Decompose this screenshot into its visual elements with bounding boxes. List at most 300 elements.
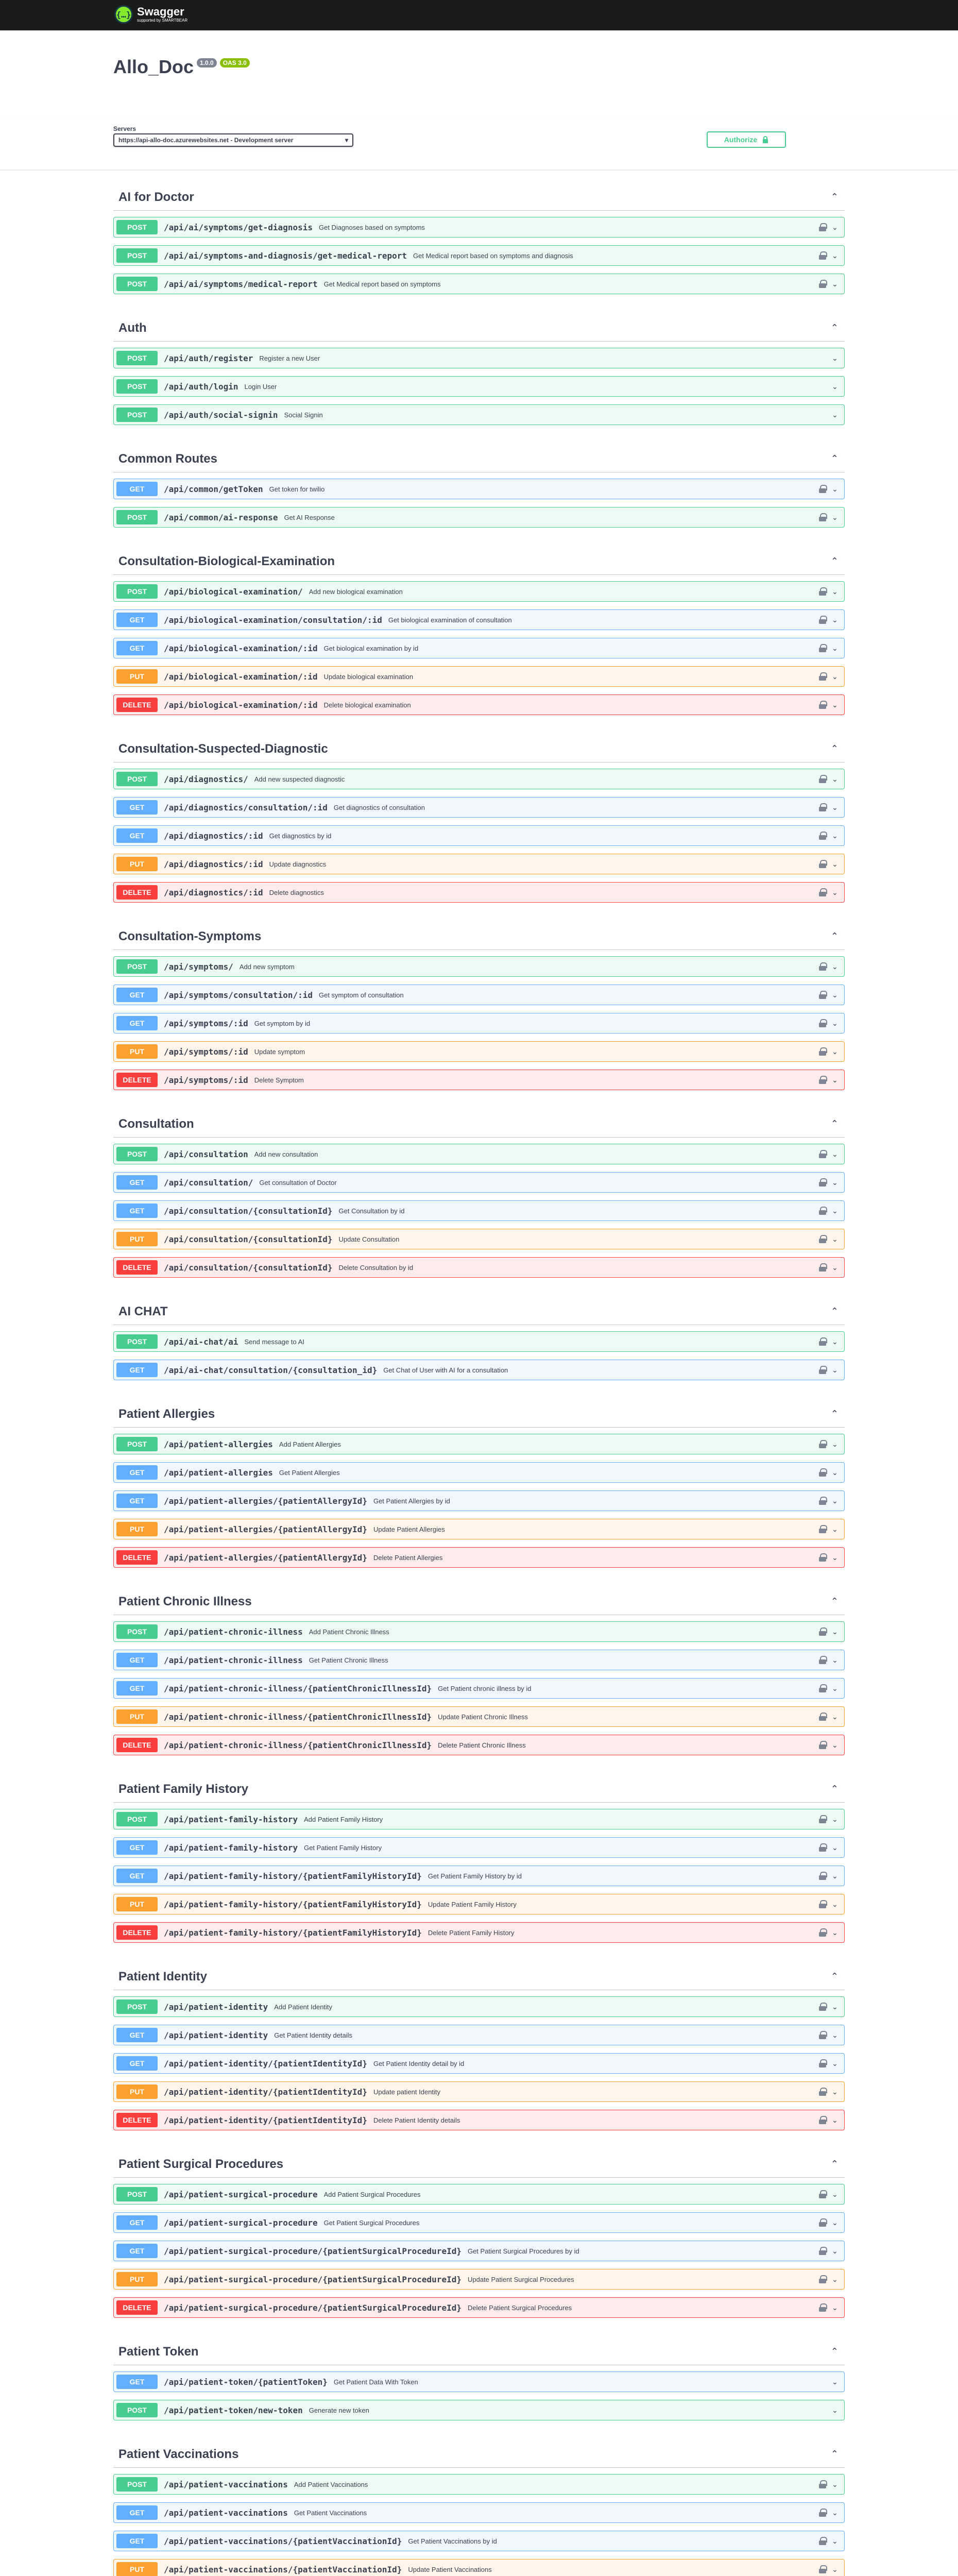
chevron-down-icon[interactable]: ⌄	[832, 672, 838, 681]
opblock-post[interactable]	[113, 1621, 845, 1642]
opblock-controls	[819, 1497, 839, 1505]
method-badge: GET	[116, 1465, 158, 1480]
lock-icon[interactable]	[819, 223, 826, 231]
opblock-controls	[819, 1713, 839, 1721]
method-badge: GET	[116, 1840, 158, 1855]
chevron-up-icon[interactable]: ⌃	[830, 1118, 839, 1129]
endpoint-summary: Get Diagnoses based on symptoms	[318, 223, 425, 231]
lock-icon[interactable]	[819, 513, 826, 521]
version-badge: 1.0.0	[197, 58, 217, 67]
lock-icon[interactable]	[819, 832, 826, 840]
lock-icon[interactable]	[819, 280, 826, 288]
chevron-up-icon[interactable]: ⌃	[830, 1409, 839, 1419]
lock-icon[interactable]	[819, 860, 826, 868]
opblock-controls	[819, 2190, 839, 2199]
lock-icon[interactable]	[819, 672, 826, 681]
lock-icon[interactable]	[819, 1628, 826, 1636]
endpoint-summary: Get Patient Allergies	[279, 1468, 340, 1477]
opblock-controls	[819, 251, 839, 260]
chevron-down-icon[interactable]: ⌄	[832, 484, 838, 493]
chevron-down-icon[interactable]: ⌄	[832, 1234, 838, 1243]
lock-icon[interactable]	[819, 1684, 826, 1692]
opblock-get[interactable]	[113, 2053, 845, 2074]
opblock-put[interactable]	[113, 854, 845, 874]
chevron-down-icon[interactable]: ⌄	[832, 2303, 838, 2312]
tag-header[interactable]	[113, 2151, 845, 2178]
chevron-down-icon[interactable]: ⌄	[832, 774, 838, 783]
opblock-controls	[819, 1741, 839, 1750]
chevron-down-icon[interactable]: ⌄	[832, 2480, 838, 2488]
chevron-down-icon[interactable]: ⌄	[832, 2565, 838, 2573]
chevron-down-icon[interactable]: ⌄	[832, 859, 838, 868]
tag-header[interactable]	[113, 1111, 845, 1138]
servers-select[interactable]	[113, 133, 353, 147]
lock-icon[interactable]	[819, 1872, 826, 1880]
chevron-up-icon[interactable]: ⌃	[830, 556, 839, 566]
lock-icon[interactable]	[819, 2088, 826, 2096]
endpoint-summary: Get symptom of consultation	[318, 991, 404, 999]
lock-icon[interactable]	[819, 2509, 826, 2517]
chevron-down-icon[interactable]: ⌄	[832, 1496, 838, 1505]
method-badge: POST	[116, 1437, 158, 1451]
opblock-post[interactable]	[113, 1996, 845, 2017]
tag-header[interactable]	[113, 736, 845, 762]
method-badge: POST	[116, 1999, 158, 2014]
chevron-down-icon[interactable]: ⌄	[832, 1019, 838, 1027]
chevron-down-icon[interactable]: ⌄	[832, 1439, 838, 1448]
chevron-down-icon[interactable]: ⌄	[832, 2377, 838, 2386]
lock-icon[interactable]	[819, 775, 826, 783]
opblock-controls	[819, 1872, 839, 1880]
opblock-get[interactable]	[113, 1013, 845, 1033]
lock-icon[interactable]	[819, 1497, 826, 1505]
endpoint-summary: Get Patient Vaccinations	[294, 2509, 367, 2517]
tag-header[interactable]	[113, 1298, 845, 1325]
opblock-get[interactable]	[113, 1650, 845, 1670]
lock-icon[interactable]	[819, 2059, 826, 2067]
lock-icon[interactable]	[819, 701, 826, 709]
lock-icon[interactable]	[819, 1815, 826, 1823]
chevron-up-icon[interactable]: ⌃	[830, 2159, 839, 2169]
chevron-down-icon[interactable]: ⌄	[832, 1627, 838, 1636]
chevron-down-icon[interactable]: ⌄	[832, 2536, 838, 2545]
chevron-up-icon[interactable]: ⌃	[830, 2346, 839, 2357]
authorize-button[interactable]	[707, 131, 786, 148]
opblock-get[interactable]	[113, 2531, 845, 2551]
tag-header[interactable]	[113, 2441, 845, 2468]
chevron-down-icon[interactable]: ⌄	[832, 353, 838, 362]
chevron-up-icon[interactable]: ⌃	[830, 453, 839, 464]
opblock-post[interactable]	[113, 217, 845, 238]
lock-icon[interactable]	[819, 2537, 826, 2545]
endpoint-summary: Update Patient Family History	[427, 1900, 517, 1908]
opblock-get[interactable]	[113, 2371, 845, 2392]
chevron-up-icon[interactable]: ⌃	[830, 1971, 839, 1981]
chevron-down-icon[interactable]: ⌄	[832, 962, 838, 971]
method-badge: POST	[116, 1334, 158, 1349]
lock-icon[interactable]	[819, 251, 826, 260]
method-badge: POST	[116, 1624, 158, 1639]
lock-icon[interactable]	[819, 2275, 826, 2283]
endpoint-summary: Update Patient Vaccinations	[408, 2565, 492, 2573]
tag-header[interactable]	[113, 1401, 845, 1428]
lock-icon[interactable]	[819, 1553, 826, 1562]
opblock-post[interactable]	[113, 348, 845, 368]
opblock-get[interactable]	[113, 1866, 845, 1886]
endpoint-summary: Update Patient Chronic Illness	[438, 1713, 528, 1721]
chevron-down-icon[interactable]: ⌄	[832, 1178, 838, 1187]
endpoint-summary: Delete Patient Allergies	[373, 1553, 443, 1562]
chevron-down-icon[interactable]: ⌄	[832, 1655, 838, 1664]
opblock-get[interactable]	[113, 609, 845, 630]
lock-icon[interactable]	[819, 962, 826, 971]
lock-icon[interactable]	[819, 2303, 826, 2312]
opblock-put[interactable]	[113, 666, 845, 687]
lock-icon[interactable]	[819, 1928, 826, 1937]
opblock-controls	[819, 513, 839, 522]
opblock-get[interactable]	[113, 1490, 845, 1511]
chevron-down-icon[interactable]: ⌄	[832, 1815, 838, 1823]
opblock-delete[interactable]	[113, 1257, 845, 1278]
endpoint-path: /api/patient-chronic-illness/{patientChronicIllnessId}	[164, 1683, 432, 1693]
chevron-down-icon[interactable]: ⌄	[832, 410, 838, 419]
chevron-down-icon[interactable]: ⌄	[832, 1928, 838, 1937]
opblock-post[interactable]	[113, 956, 845, 977]
opblock-get[interactable]	[113, 797, 845, 818]
chevron-up-icon[interactable]: ⌃	[830, 1784, 839, 1794]
opblock-controls	[819, 1928, 839, 1937]
tag-name: Consultation	[118, 1116, 194, 1131]
lock-icon[interactable]	[819, 1150, 826, 1158]
chevron-down-icon[interactable]: ⌄	[832, 1524, 838, 1533]
chevron-up-icon[interactable]: ⌃	[830, 2449, 839, 2459]
endpoint-summary: Add new biological examination	[309, 587, 403, 596]
lock-icon[interactable]	[819, 2003, 826, 2011]
method-badge: GET	[116, 2244, 158, 2258]
endpoint-summary: Delete Patient Chronic Illness	[438, 1741, 526, 1749]
lock-icon[interactable]	[819, 1468, 826, 1477]
lock-icon[interactable]	[819, 1741, 826, 1749]
method-badge: GET	[116, 613, 158, 627]
tag-header[interactable]	[113, 184, 845, 211]
chevron-down-icon[interactable]: ⌄	[832, 1206, 838, 1215]
endpoint-path: /api/biological-examination/:id	[164, 643, 318, 653]
chevron-down-icon[interactable]: ⌄	[832, 2246, 838, 2255]
endpoint-summary: Update Patient Allergies	[373, 1525, 445, 1533]
chevron-down-icon[interactable]: ⌄	[832, 2190, 838, 2198]
method-badge: PUT	[116, 2272, 158, 2286]
opblock-post[interactable]	[113, 1809, 845, 1829]
method-badge: GET	[116, 2215, 158, 2230]
opblock-controls	[819, 1263, 839, 1272]
opblock-controls	[819, 223, 839, 232]
oas-badge: OAS 3.0	[220, 58, 250, 67]
lock-icon[interactable]	[819, 2031, 826, 2039]
endpoint-path: /api/patient-surgical-procedure/{patientSurgicalProcedureId}	[164, 2302, 461, 2313]
chevron-down-icon[interactable]: ⌄	[832, 1871, 838, 1880]
endpoint-summary: Get Patient Surgical Procedures by id	[467, 2247, 579, 2255]
opblock-controls	[819, 803, 839, 812]
tag-header[interactable]	[113, 923, 845, 950]
chevron-down-icon[interactable]: ⌄	[832, 2087, 838, 2096]
opblock-controls	[819, 1900, 839, 1909]
opblock-get[interactable]	[113, 2212, 845, 2233]
opblock-post[interactable]	[113, 1434, 845, 1454]
tag-header[interactable]	[113, 1776, 845, 1803]
endpoint-summary: Get diagnostics by id	[269, 832, 332, 840]
lock-icon[interactable]	[819, 616, 826, 624]
opblock-post[interactable]	[113, 245, 845, 266]
opblock-put[interactable]	[113, 2559, 845, 2576]
swagger-logo[interactable]	[114, 5, 187, 24]
opblock-post[interactable]	[113, 1144, 845, 1164]
opblock-get[interactable]	[113, 1678, 845, 1699]
opblock-controls	[819, 1553, 839, 1562]
lock-icon[interactable]	[819, 1525, 826, 1533]
chevron-up-icon[interactable]: ⌃	[830, 931, 839, 941]
chevron-down-icon[interactable]: ⌄	[832, 2218, 838, 2227]
tag-section	[113, 1111, 845, 1138]
lock-icon[interactable]	[819, 2565, 826, 2573]
chevron-up-icon[interactable]: ⌃	[830, 323, 839, 333]
opblock-put[interactable]	[113, 1041, 845, 1062]
tag-header[interactable]	[113, 1963, 845, 1990]
opblock-put[interactable]	[113, 1519, 845, 1539]
lock-icon[interactable]	[819, 1178, 826, 1187]
opblock-controls	[819, 962, 839, 971]
chevron-down-icon[interactable]: ⌄	[832, 279, 838, 288]
method-badge: POST	[116, 584, 158, 599]
chevron-down-icon[interactable]: ⌄	[832, 251, 838, 260]
opblock-post[interactable]	[113, 404, 845, 425]
chevron-down-icon[interactable]: ⌄	[832, 1553, 838, 1562]
chevron-down-icon[interactable]: ⌄	[832, 2059, 838, 2067]
tag-header[interactable]	[113, 315, 845, 342]
endpoint-summary: Get AI Response	[284, 513, 335, 521]
opblock-post[interactable]	[113, 507, 845, 528]
chevron-down-icon[interactable]: ⌄	[832, 1337, 838, 1346]
endpoint-summary: Add Patient Vaccinations	[294, 2480, 368, 2488]
endpoint-path: /api/consultation	[164, 1149, 248, 1159]
opblock-controls	[819, 2059, 839, 2068]
chevron-up-icon[interactable]: ⌃	[830, 192, 839, 202]
lock-icon[interactable]	[819, 888, 826, 896]
endpoint-path: /api/patient-vaccinations	[164, 2479, 288, 2489]
chevron-down-icon[interactable]: ⌄	[832, 643, 838, 652]
method-badge: POST	[116, 959, 158, 974]
lock-icon	[762, 136, 768, 143]
opblock-get[interactable]	[113, 1837, 845, 1858]
opblock-get[interactable]	[113, 2025, 845, 2045]
opblock-post[interactable]	[113, 769, 845, 789]
opblock-delete[interactable]	[113, 1070, 845, 1090]
endpoint-path: /api/patient-chronic-illness	[164, 1655, 303, 1665]
chevron-down-icon[interactable]: ⌄	[832, 2030, 838, 2039]
tag-header[interactable]	[113, 446, 845, 472]
method-badge: GET	[116, 2056, 158, 2071]
chevron-down-icon[interactable]: ⌄	[832, 700, 838, 709]
chevron-down-icon[interactable]: ⌄	[832, 382, 838, 391]
opblock-post[interactable]	[113, 376, 845, 397]
opblock-delete[interactable]	[113, 1547, 845, 1568]
lock-icon[interactable]	[819, 803, 826, 811]
method-badge: GET	[116, 1363, 158, 1377]
method-badge: GET	[116, 2534, 158, 2548]
lock-icon[interactable]	[819, 1440, 826, 1448]
opblock-post[interactable]	[113, 2400, 845, 2420]
lock-icon[interactable]	[819, 1900, 826, 1908]
lock-icon[interactable]	[819, 1207, 826, 1215]
method-badge: POST	[116, 220, 158, 234]
lock-icon[interactable]	[819, 1337, 826, 1346]
chevron-up-icon[interactable]: ⌃	[830, 1306, 839, 1316]
opblock-post[interactable]	[113, 581, 845, 602]
opblock-put[interactable]	[113, 1229, 845, 1249]
tag-header[interactable]	[113, 1588, 845, 1615]
opblock-delete[interactable]	[113, 2297, 845, 2318]
lock-icon[interactable]	[819, 991, 826, 999]
chevron-down-icon[interactable]: ⌄	[832, 1468, 838, 1477]
chevron-down-icon[interactable]: ⌄	[832, 1263, 838, 1272]
operations-list	[113, 170, 845, 2576]
lock-icon[interactable]	[819, 1047, 826, 1056]
chevron-down-icon[interactable]: ⌄	[832, 2002, 838, 2011]
opblock-put[interactable]	[113, 2081, 845, 2102]
chevron-up-icon[interactable]: ⌃	[830, 1596, 839, 1606]
endpoint-path: /api/biological-examination/:id	[164, 671, 318, 682]
opblock-controls	[819, 1207, 839, 1215]
opblock-controls	[819, 860, 839, 869]
chevron-down-icon[interactable]: ⌄	[832, 888, 838, 896]
method-badge: GET	[116, 1016, 158, 1030]
chevron-down-icon[interactable]: ⌄	[832, 831, 838, 840]
endpoint-path: /api/patient-surgical-procedure	[164, 2217, 318, 2228]
opblock-get[interactable]	[113, 1200, 845, 1221]
lock-icon[interactable]	[819, 2247, 826, 2255]
chevron-down-icon[interactable]: ⌄	[832, 1684, 838, 1692]
opblock-post[interactable]	[113, 274, 845, 294]
tag-header[interactable]	[113, 2338, 845, 2365]
chevron-down-icon[interactable]: ⌄	[832, 2405, 838, 2414]
opblock-put[interactable]	[113, 1894, 845, 1914]
opblock-delete[interactable]	[113, 1922, 845, 1943]
chevron-down-icon[interactable]: ⌄	[832, 1365, 838, 1374]
opblock-post[interactable]	[113, 2474, 845, 2495]
chevron-down-icon[interactable]: ⌄	[832, 2275, 838, 2283]
chevron-down-icon[interactable]: ⌄	[832, 990, 838, 999]
opblock-get[interactable]	[113, 1172, 845, 1193]
opblock-get[interactable]	[113, 479, 845, 499]
method-badge: POST	[116, 2187, 158, 2201]
chevron-down-icon[interactable]: ⌄	[832, 803, 838, 811]
opblock-put[interactable]	[113, 1706, 845, 1727]
method-badge: PUT	[116, 1044, 158, 1059]
lock-icon[interactable]	[819, 1713, 826, 1721]
lock-icon[interactable]	[819, 485, 826, 493]
chevron-down-icon[interactable]: ⌄	[832, 2508, 838, 2517]
endpoint-summary: Get Chat of User with AI for a consultation	[383, 1366, 508, 1374]
opblock-controls	[819, 1628, 839, 1636]
opblock-get[interactable]	[113, 2241, 845, 2261]
method-badge: PUT	[116, 2084, 158, 2099]
opblock-post[interactable]	[113, 2184, 845, 2205]
tag-name: AI CHAT	[118, 1304, 168, 1318]
lock-icon[interactable]	[819, 2218, 826, 2227]
method-badge: PUT	[116, 669, 158, 684]
chevron-down-icon[interactable]: ⌄	[832, 587, 838, 596]
lock-icon[interactable]	[819, 1019, 826, 1027]
chevron-down-icon[interactable]: ⌄	[832, 1075, 838, 1084]
endpoint-summary: Get Patient Identity details	[274, 2031, 353, 2039]
opblock-delete[interactable]	[113, 1735, 845, 1755]
opblock-controls	[831, 411, 839, 419]
lock-icon[interactable]	[819, 644, 826, 652]
endpoint-path: /api/patient-family-history/{patientFamilyHistoryId}	[164, 1927, 422, 1938]
opblock-controls	[819, 775, 839, 784]
tag-section	[113, 2441, 845, 2468]
endpoint-summary: Add new symptom	[239, 962, 295, 971]
lock-icon[interactable]	[819, 2190, 826, 2198]
method-badge: GET	[116, 641, 158, 655]
method-badge: GET	[116, 1869, 158, 1883]
endpoint-summary: Delete Patient Surgical Procedures	[467, 2303, 572, 2312]
opblock-delete[interactable]	[113, 882, 845, 903]
chevron-down-icon[interactable]: ⌄	[832, 223, 838, 231]
opblock-get[interactable]	[113, 825, 845, 846]
endpoint-path: /api/consultation/{consultationId}	[164, 1206, 333, 1216]
chevron-down-icon[interactable]: ⌄	[832, 1712, 838, 1721]
chevron-down-icon[interactable]: ⌄	[832, 1149, 838, 1158]
lock-icon[interactable]	[819, 1076, 826, 1084]
opblock-get[interactable]	[113, 1462, 845, 1483]
lock-icon[interactable]	[819, 1235, 826, 1243]
lock-icon[interactable]	[819, 2116, 826, 2124]
chevron-down-icon[interactable]: ⌄	[832, 1843, 838, 1852]
endpoint-path: /api/patient-surgical-procedure/{patientSurgicalProcedureId}	[164, 2274, 461, 2284]
chevron-down-icon[interactable]: ⌄	[832, 513, 838, 521]
opblock-put[interactable]	[113, 2269, 845, 2290]
lock-icon[interactable]	[819, 1656, 826, 1664]
chevron-down-icon[interactable]: ⌄	[832, 615, 838, 624]
opblock-controls	[819, 644, 839, 653]
chevron-down-icon[interactable]: ⌄	[832, 2115, 838, 2124]
lock-icon[interactable]	[819, 2480, 826, 2488]
opblock-delete[interactable]	[113, 694, 845, 715]
endpoint-path: /api/patient-chronic-illness/{patientChronicIllnessId}	[164, 1740, 432, 1750]
lock-icon[interactable]	[819, 1843, 826, 1852]
lock-icon[interactable]	[819, 1263, 826, 1272]
opblock-controls	[819, 991, 839, 999]
chevron-up-icon[interactable]: ⌃	[830, 743, 839, 754]
opblock-get[interactable]	[113, 985, 845, 1005]
opblock-post[interactable]	[113, 1331, 845, 1352]
opblock-delete[interactable]	[113, 2110, 845, 2130]
endpoint-summary: Get Medical report based on symptoms	[323, 280, 441, 288]
lock-icon[interactable]	[819, 1366, 826, 1374]
opblock-get[interactable]	[113, 2502, 845, 2523]
method-badge: GET	[116, 482, 158, 496]
lock-icon[interactable]	[819, 587, 826, 596]
chevron-down-icon[interactable]: ⌄	[832, 1740, 838, 1749]
opblock-get[interactable]	[113, 1360, 845, 1380]
tag-header[interactable]	[113, 548, 845, 575]
opblock-controls	[819, 1468, 839, 1477]
opblock-controls	[831, 2406, 839, 2415]
opblock-get[interactable]	[113, 638, 845, 658]
method-badge: GET	[116, 2505, 158, 2520]
chevron-down-icon[interactable]: ⌄	[832, 1900, 838, 1908]
chevron-down-icon[interactable]: ⌄	[832, 1047, 838, 1056]
